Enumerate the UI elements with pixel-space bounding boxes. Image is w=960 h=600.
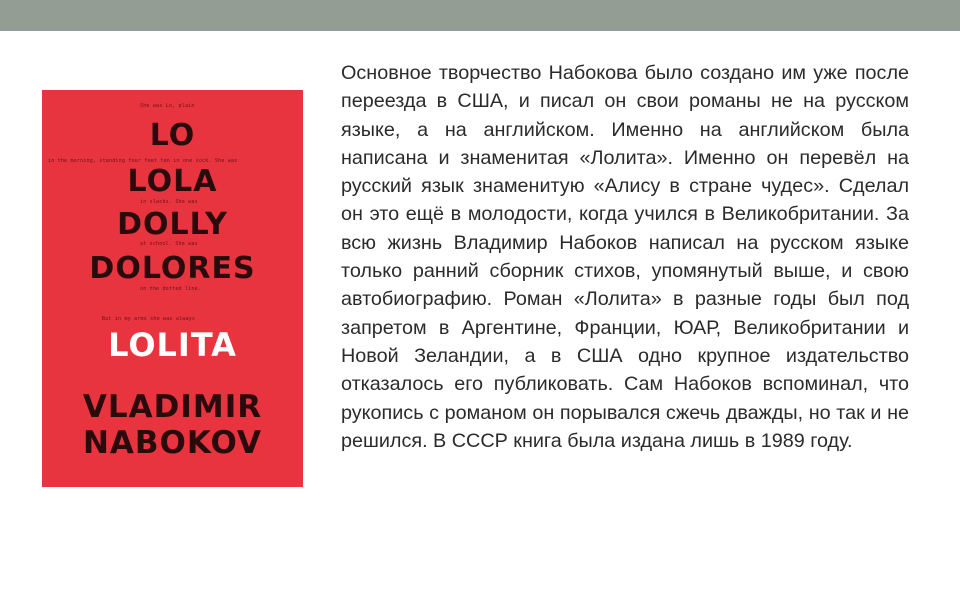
cover-word-lo: LO [149, 118, 196, 153]
cover-small-text-2: in the morning, standing four feet ten in one sock. She was [48, 158, 238, 164]
cover-small-text-1: She was Lo, plain [140, 103, 195, 109]
book-cover-image [42, 90, 303, 487]
cover-word-lola: LOLA [127, 164, 218, 199]
slide-body-text [341, 59, 909, 455]
cover-word-dolores: DOLORES [89, 251, 256, 286]
cover-word-dolly: DOLLY [117, 207, 228, 242]
cover-small-text-6: But in my arms she was always [102, 316, 196, 322]
cover-small-text-4: at school. She was [140, 241, 198, 247]
top-accent-bar [0, 0, 960, 31]
cover-small-text-5: on the dotted line. [140, 286, 201, 292]
cover-small-text-3: in slacks. She was [140, 199, 198, 205]
slide-paragraph: Основное творчество Набокова было создано им уже после переезда в США, и писал он свои романы не на русском языке, а на английском. Именно на английском была написана и знаменитая «Лолита». Именно он перевёл на русский язык знаменитую «Алису в стране чудес». Сделал он это ещё в молодости, когда учился в Великобритании. За всю жизнь Владимир Набоков написал на русском языке только ранний сборник стихов, упомянутый выше, и свою автобиографию. Роман «Лолита» в разные годы был под запретом в Аргентине, Франции, ЮАР, Великобритании и Новой Зеландии, а в США одно крупное издательство отказалось его публиковать. Сам Набоков вспоминал, что рукопись с романом он порывался сжечь дважды, но так и не решился. В СССР книга была издана лишь в 1989 году. [341, 62, 909, 452]
cover-author-last-name: NABOKOV [82, 425, 263, 461]
cover-author-first-name: VLADIMIR [82, 389, 263, 425]
cover-title-lolita: LOLITA [108, 326, 237, 364]
